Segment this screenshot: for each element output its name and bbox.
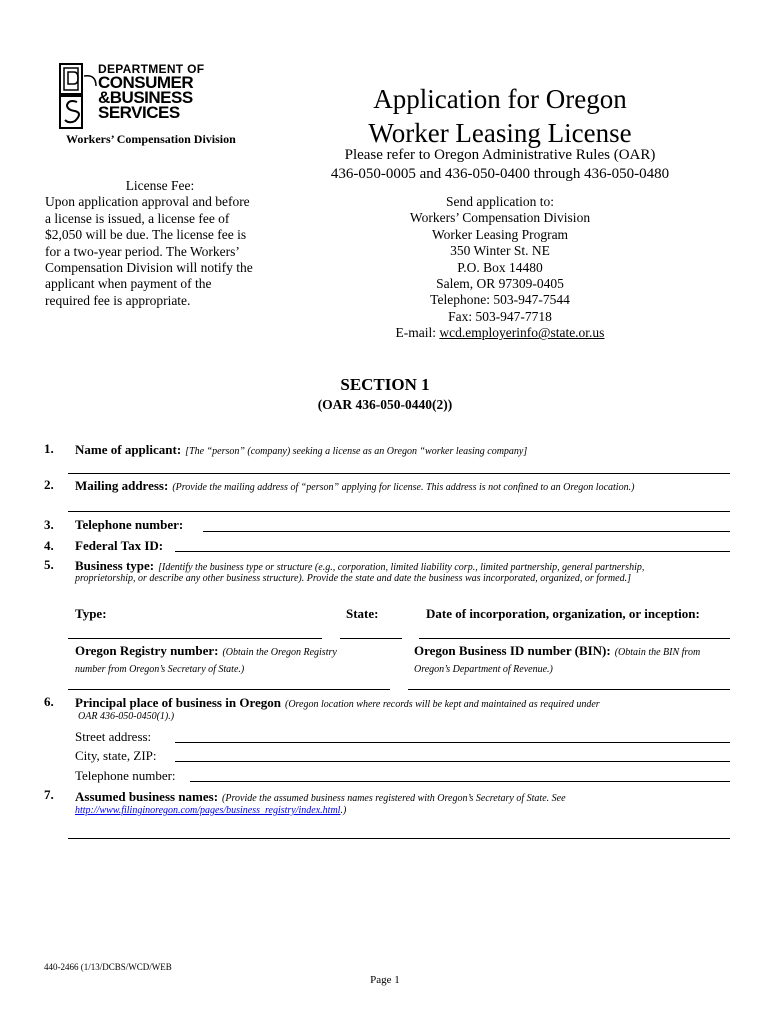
applicant-name-note: [The “person” (company) seeking a license as an Oregon “worker leasing company] — [185, 446, 528, 457]
mailing-address-row — [75, 477, 755, 495]
bin-note-2: Oregon’s Department of Revenue.) — [414, 664, 553, 675]
mailing-address-input[interactable] — [68, 511, 730, 512]
fee-line: for a two-year period. The Workers’ — [45, 243, 240, 259]
federal-tax-id-input[interactable] — [175, 551, 730, 552]
registry-block — [75, 643, 385, 677]
send-line: Telephone: 503-947-7544 — [430, 292, 570, 308]
send-line: 350 Winter St. NE — [450, 243, 550, 259]
registry-note: (Obtain the Oregon Registry — [222, 647, 337, 658]
oar-line-1: Please refer to Oregon Administrative Rules (OAR) — [344, 147, 656, 163]
send-line: Fax: 503-947-7718 — [448, 308, 552, 324]
state-input[interactable] — [340, 638, 402, 639]
item-number: 4. — [44, 538, 54, 553]
type-label: Type: — [75, 606, 107, 621]
bin-block — [414, 643, 744, 677]
telephone-label: Telephone number: — [75, 517, 184, 532]
title-line-2: Worker Leasing License — [368, 118, 632, 148]
logo-division: Workers’ Compensation Division — [66, 132, 236, 146]
item-number: 6. — [44, 694, 54, 709]
bin-input[interactable] — [408, 689, 730, 690]
registry-note-2: number from Oregon’s Secretary of State.) — [75, 664, 245, 675]
logo-business: &BUSINESS — [98, 88, 193, 108]
date-label: Date of incorporation, organization, or inception: — [426, 606, 700, 621]
street-input[interactable] — [175, 742, 730, 743]
principal-place-label: Principal place of business in Oregon — [75, 695, 281, 710]
section-title: SECTION 1 — [340, 375, 430, 394]
license-fee-heading: License Fee: — [125, 178, 195, 193]
principal-place-note-2: OAR 436-050-0450(1).) — [78, 711, 175, 722]
section-subtitle: (OAR 436-050-0440(2)) — [317, 397, 453, 412]
bin-label: Oregon Business ID number (BIN): — [414, 643, 611, 658]
registry-input[interactable] — [68, 689, 390, 690]
principal-place-note: (Oregon location where records will be kept and maintained as required under — [284, 699, 600, 710]
registry-label: Oregon Registry number: — [75, 643, 219, 658]
date-input[interactable] — [419, 638, 730, 639]
city-input[interactable] — [175, 761, 730, 762]
item-number: 3. — [44, 517, 54, 532]
email-line — [340, 325, 660, 341]
applicant-name-input[interactable] — [68, 473, 730, 474]
city-label: City, state, ZIP: — [75, 748, 157, 763]
send-line: P.O. Box 14480 — [457, 259, 543, 275]
principal-place-row — [75, 694, 755, 712]
mailing-address-label: Mailing address: — [75, 478, 169, 493]
assumed-names-note: (Provide the assumed business names registered with Oregon’s Secretary of State. See — [222, 793, 566, 804]
item-number: 7. — [44, 787, 54, 802]
bin-note: (Obtain the BIN from — [614, 647, 701, 658]
mailing-address-note: (Provide the mailing address of “person” applying for license. This address is not confined to an Oregon location.) — [172, 482, 635, 493]
fee-line: a license is issued, a license fee of — [45, 210, 230, 226]
send-line: Salem, OR 97309-0405 — [436, 276, 564, 292]
fee-line: Compensation Division will notify the — [45, 260, 253, 276]
state-label: State: — [346, 606, 379, 621]
business-type-note: [Identify the business type or structure (e.g., corporation, limited liability corp., limited partnership, general partnership, — [158, 562, 645, 573]
dcbs-logo — [58, 62, 248, 134]
assumed-names-label: Assumed business names: — [75, 789, 219, 804]
title-line-1: Application for Oregon — [373, 84, 627, 114]
business-type-note-2: proprietorship, or describe any other business structure). Provide the state and date the business was incorporated, organized, or formed.] — [75, 573, 631, 584]
applicant-name-row — [75, 441, 755, 459]
page-title — [300, 82, 700, 150]
oar-reference — [290, 146, 710, 184]
page-number: Page 1 — [370, 974, 400, 986]
fee-line: Upon application approval and before — [45, 194, 250, 210]
principal-phone-input[interactable] — [190, 781, 730, 782]
fee-line: applicant when payment of the — [45, 276, 212, 292]
logo-services: SERVICES — [98, 103, 180, 123]
send-to-block — [340, 194, 660, 342]
license-fee-block — [45, 178, 275, 309]
form-id: 440-2466 (1/13/DCBS/WCD/WEB — [44, 962, 172, 972]
dcbs-seal-icon — [58, 62, 98, 130]
send-line: Send application to: — [446, 194, 554, 209]
send-line: Worker Leasing Program — [431, 226, 569, 242]
email-link[interactable]: wcd.employerinfo@state.or.us — [439, 325, 605, 341]
fee-line: required fee is appropriate. — [45, 292, 191, 308]
assumed-names-note-end: .) — [340, 805, 347, 816]
oar-line-2: 436-050-0005 and 436-050-0400 through 436-050-0480 — [330, 166, 670, 182]
street-label: Street address: — [75, 729, 152, 744]
item-number: 1. — [44, 441, 54, 456]
item-number: 5. — [44, 557, 54, 572]
telephone-input[interactable] — [203, 531, 730, 532]
applicant-name-label: Name of applicant: — [75, 442, 182, 457]
federal-tax-id-label: Federal Tax ID: — [75, 538, 164, 553]
logo-department: DEPARTMENT OF — [98, 62, 205, 76]
item-number: 2. — [44, 477, 54, 492]
email-label: E-mail: — [395, 325, 440, 341]
principal-phone-label: Telephone number: — [75, 768, 176, 783]
send-line: Workers’ Compensation Division — [409, 210, 591, 226]
logo-consumer: CONSUMER — [98, 72, 194, 92]
assumed-names-row — [75, 788, 755, 806]
assumed-names-input[interactable] — [68, 838, 730, 839]
fee-line: $2,050 will be due. The license fee is — [45, 227, 247, 243]
business-type-label: Business type: — [75, 558, 155, 573]
filing-registry-link[interactable]: http://www.filinginoregon.com/pages/business_registry/index.html — [75, 805, 341, 816]
type-input[interactable] — [68, 638, 322, 639]
